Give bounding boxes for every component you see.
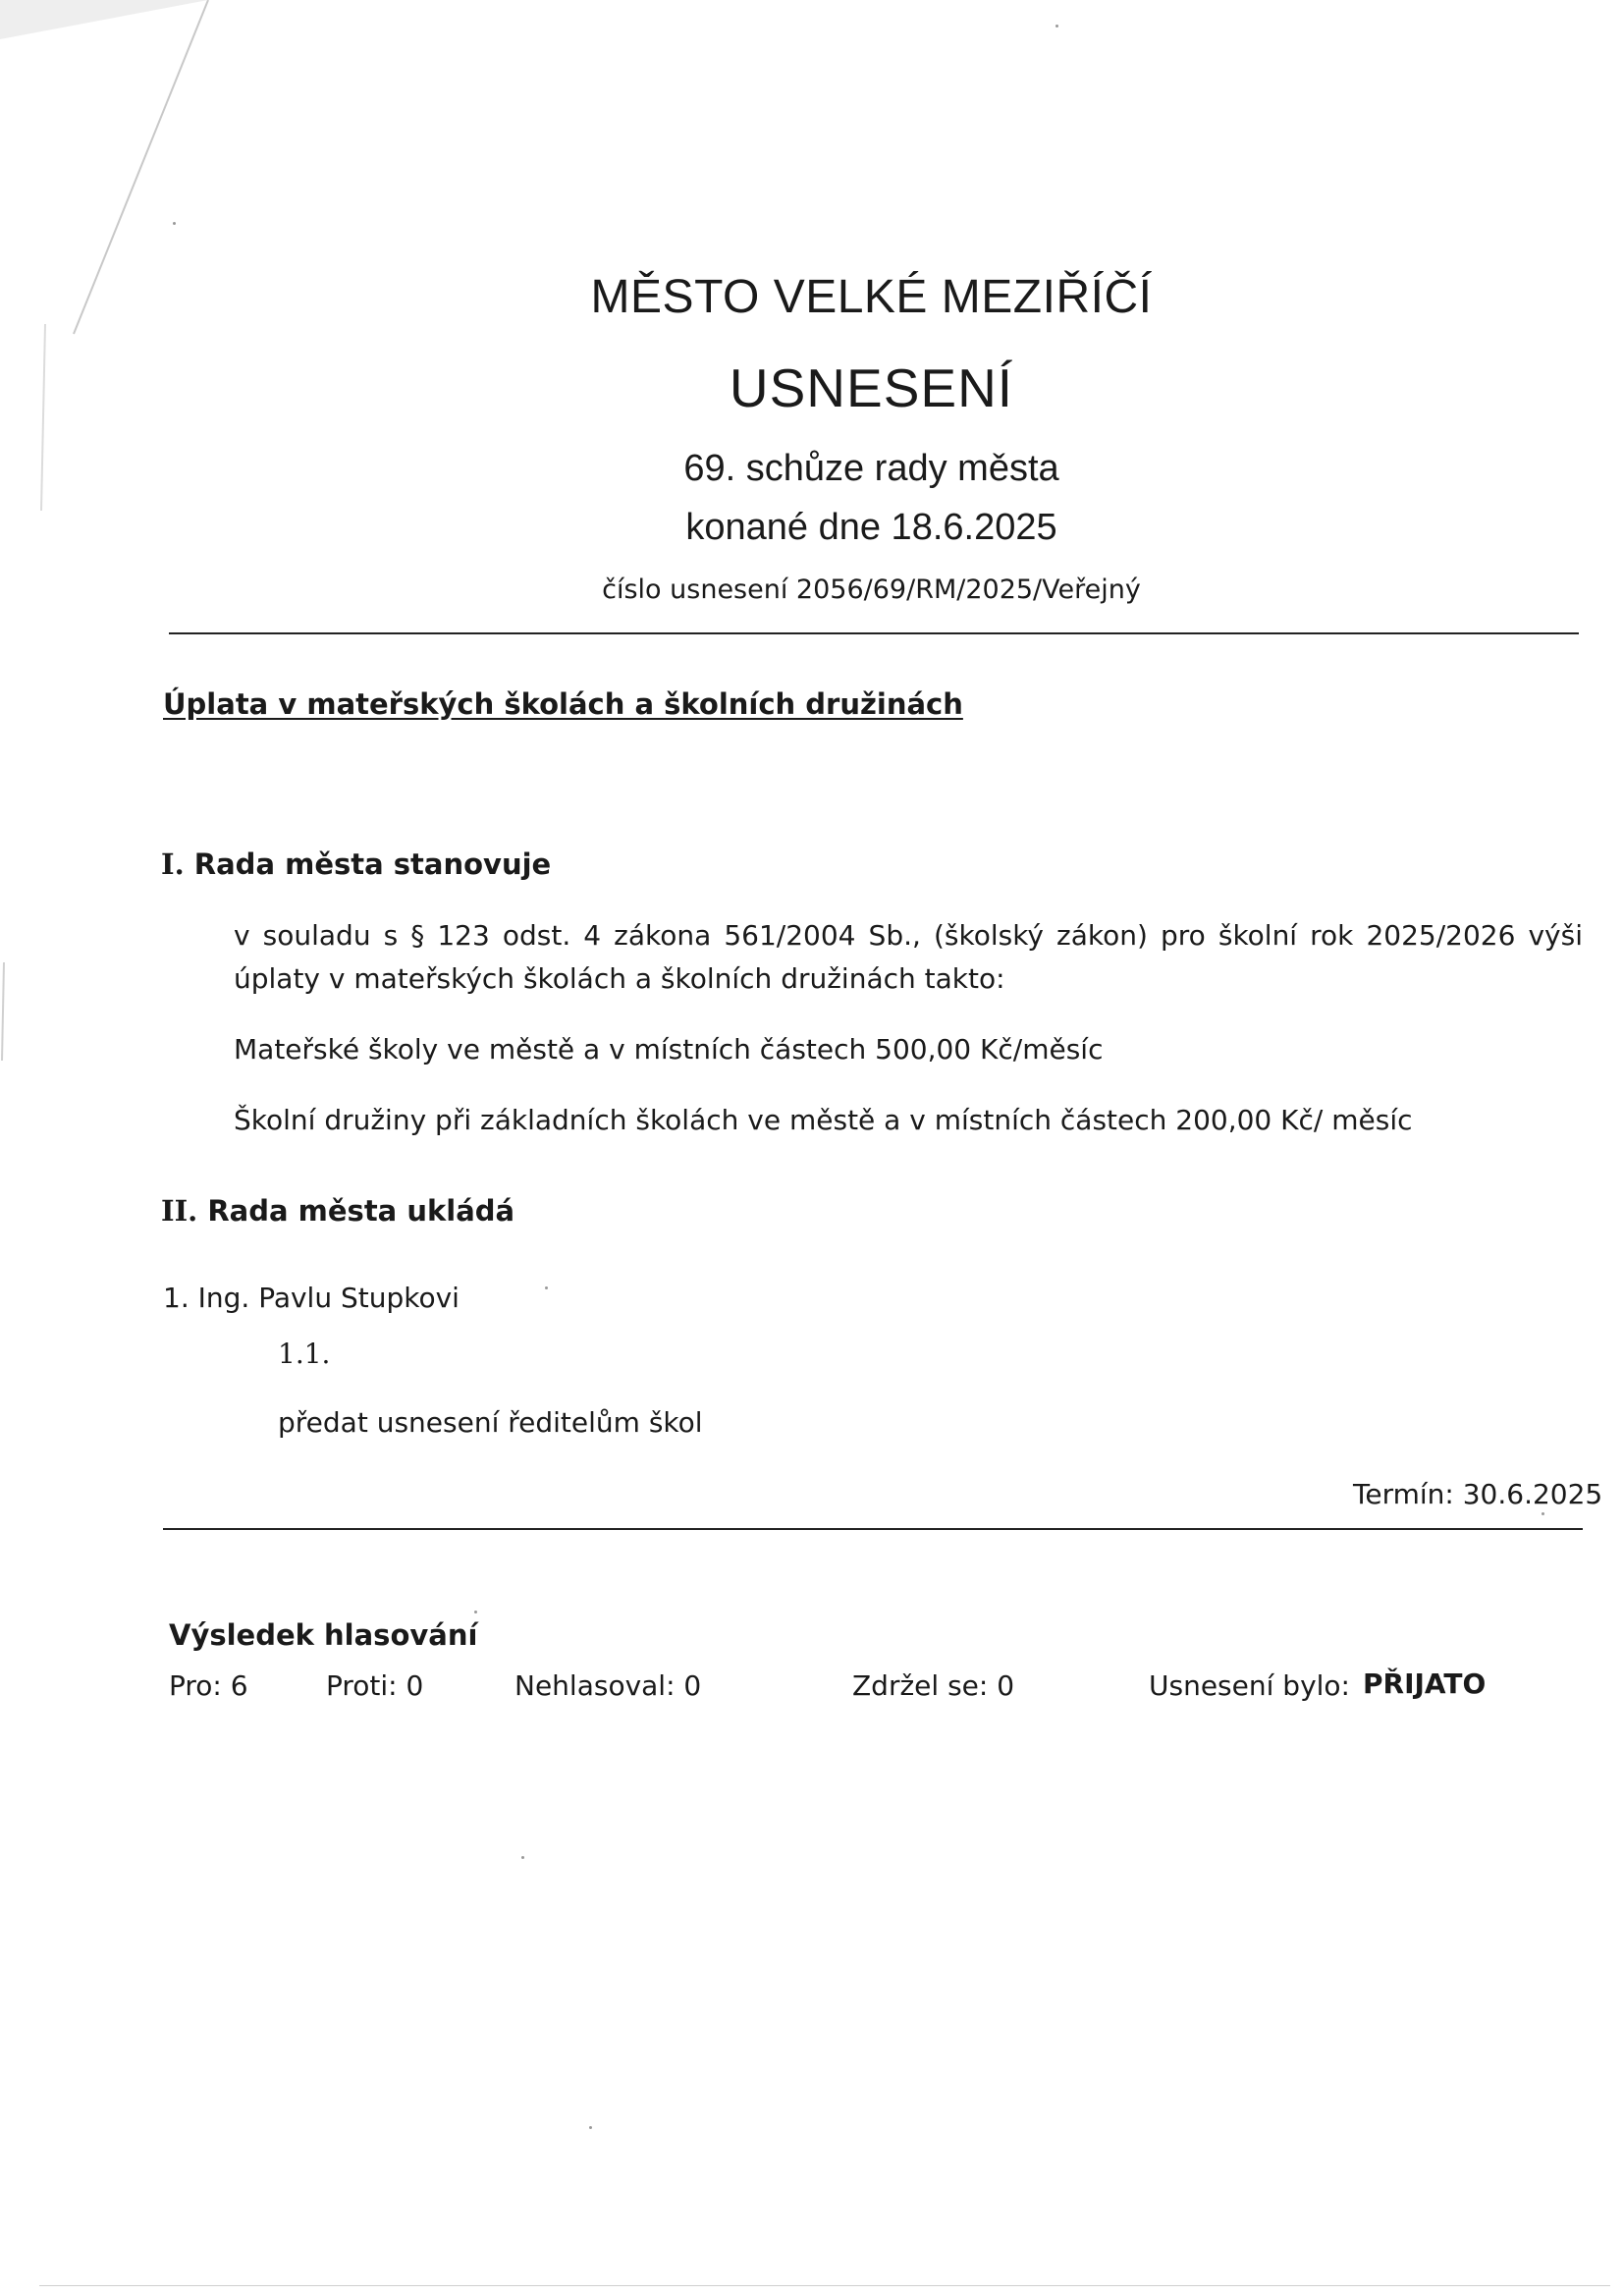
scan-speck [545, 1286, 548, 1289]
task-deadline: Termín: 30.6.2025 [1353, 1478, 1603, 1510]
resolution-subject: Úplata v mateřských školách a školních družinách [163, 687, 963, 721]
section-2-title: Rada města ukládá [207, 1194, 515, 1228]
vote-nehlasoval: Nehlasoval: 0 [514, 1669, 702, 1702]
section-2-heading [161, 1194, 514, 1228]
responsible-person: 1. Ing. Pavlu Stupkovi [163, 1282, 460, 1314]
vote-zdrzel: Zdržel se: 0 [852, 1669, 1015, 1702]
vote-result-label: Usnesení bylo: [1149, 1669, 1350, 1702]
task-number: 1.1. [278, 1338, 331, 1370]
fee-school-club: Školní družiny při základních školách ve městě a v místních částech 200,00 Kč/ měsíc [234, 1104, 1413, 1136]
section-1-title: Rada města stanovuje [193, 847, 552, 881]
section-1-paragraph: v souladu s § 123 odst. 4 zákona 561/2004 Sb., (školský zákon) pro školní rok 2025/2026 výši úplaty v mateřských školách a školních družinách takto: [234, 919, 1583, 995]
scan-shadow-edge [0, 0, 216, 2296]
fee-kindergarten: Mateřské školy ve městě a v místních částech 500,00 Kč/měsíc [234, 1033, 1104, 1066]
vote-heading: Výsledek hlasování [169, 1618, 478, 1652]
meeting-info: 69. schůze rady města [683, 448, 1059, 489]
footer-divider [163, 1528, 1583, 1530]
scan-speck [1542, 1512, 1544, 1515]
header-divider [169, 632, 1579, 634]
vote-result-value: PŘIJATO [1363, 1667, 1487, 1700]
scan-speck [173, 222, 176, 225]
scan-speck [521, 1856, 524, 1859]
document-title: USNESENÍ [729, 357, 1014, 418]
vote-pro: Pro: 6 [169, 1669, 248, 1702]
section-2-numeral: II. [161, 1194, 198, 1228]
scan-bottom-edge [39, 2285, 1610, 2286]
task-description: předat usnesení ředitelům škol [278, 1406, 703, 1439]
section-1-heading [161, 847, 551, 881]
scan-speck [589, 2126, 592, 2129]
scan-speck [474, 1611, 477, 1613]
meeting-date: konané dne 18.6.2025 [685, 507, 1057, 548]
vote-proti: Proti: 0 [326, 1669, 424, 1702]
section-1-numeral: I. [161, 847, 185, 881]
city-name: MĚSTO VELKÉ MEZIŘÍČÍ [590, 271, 1153, 323]
resolution-number: číslo usnesení 2056/69/RM/2025/Veřejný [602, 574, 1141, 605]
scan-speck [1055, 25, 1058, 27]
